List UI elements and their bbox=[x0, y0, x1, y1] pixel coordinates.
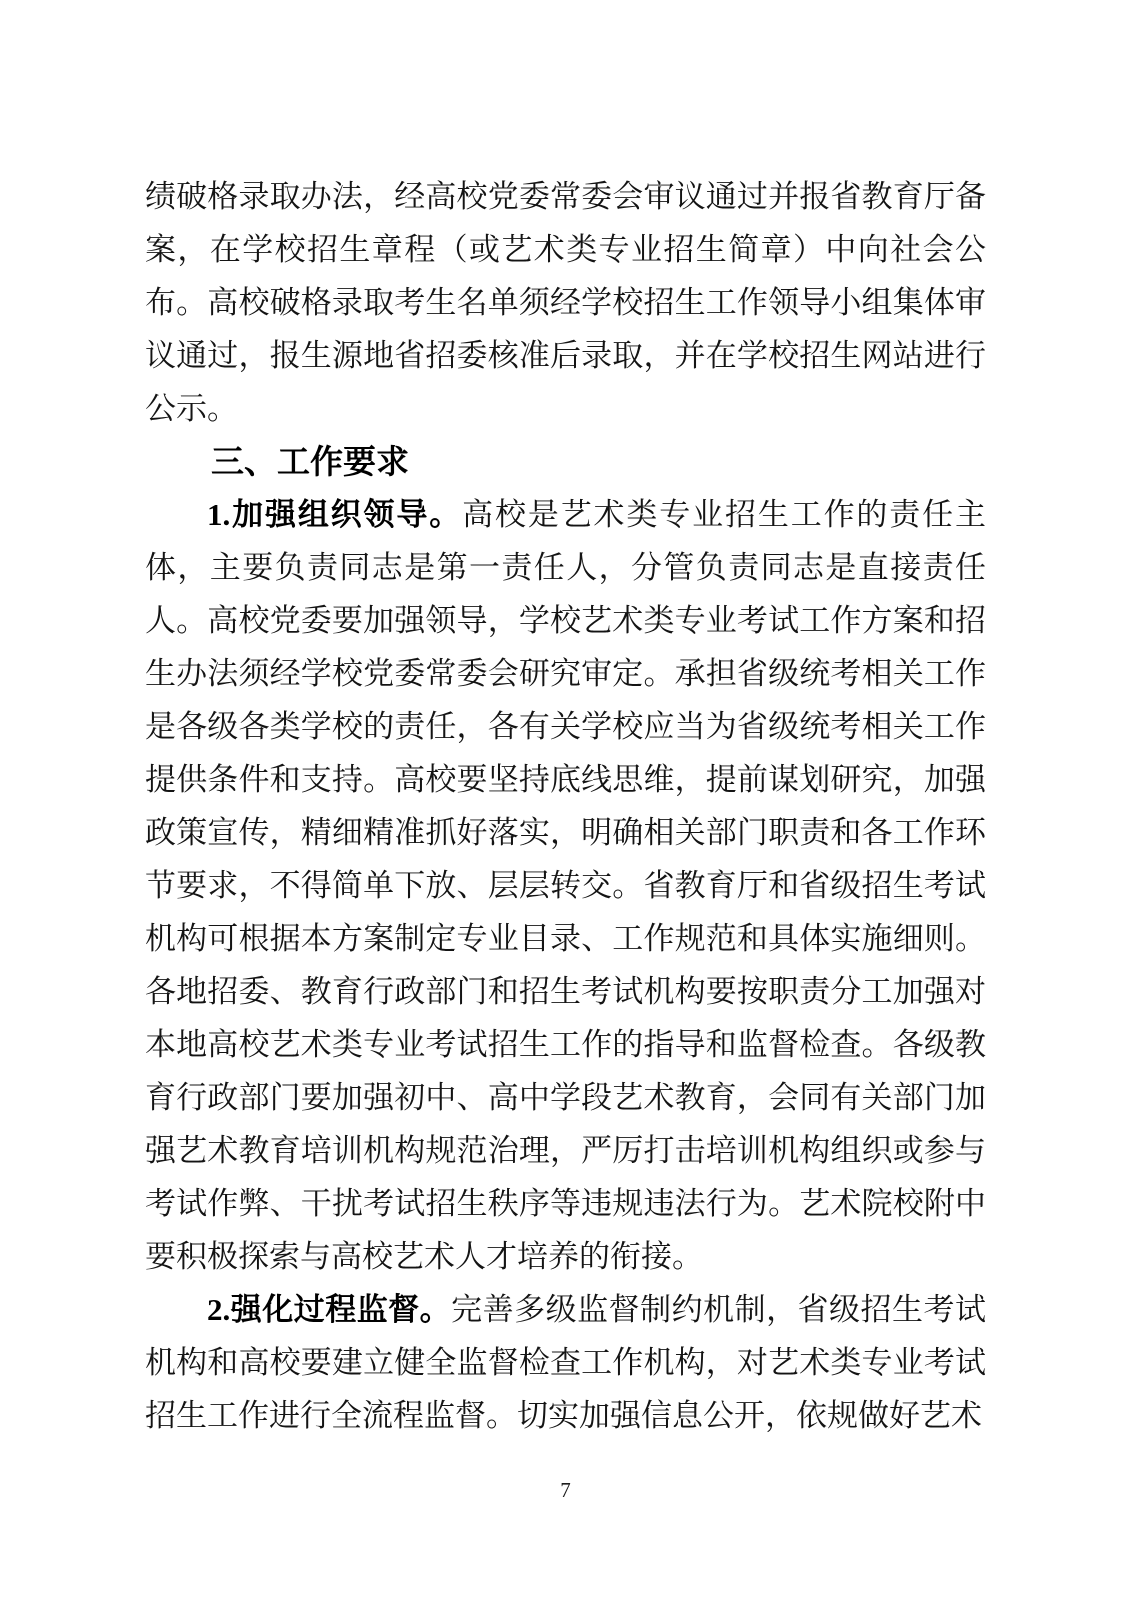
page-number: 7 bbox=[560, 1478, 571, 1502]
paragraph-2-text: 完善多级监督制约机制，省级招生考试机构和高校要建立健全监督检查工作机构，对艺术类专业考试招生工作进行全流程监督。切实加强信息公开，依规做好艺术 bbox=[145, 1292, 987, 1433]
paragraph-1 bbox=[145, 488, 986, 1283]
paragraph-2 bbox=[145, 1283, 986, 1442]
document-body bbox=[145, 170, 986, 1442]
paragraph-1-text: 高校是艺术类专业招生工作的责任主体，主要负责同志是第一责任人，分管负责同志是直接责任人。高校党委要加强领导，学校艺术类专业考试工作方案和招生办法须经学校党委常委会研究审定。承担省级统考相关工作是各级各类学校的责任，各有关学校应当为省级统考相关工作提供条件和支持。高校要坚持底线思维，提前谋划研究，加强政策宣传，精细精准抓好落实，明确相关部门职责和各工作环节要求，不得简单下放、层层转交。省教育厅和省级招生考试机构可根据本方案制定专业目录、工作规范和具体实施细则。各地招委、教育行政部门和招生考试机构要按职责分工加强对本地高校艺术类专业考试招生工作的指导和监督检查。各级教育行政部门要加强初中、高中学段艺术教育，会同有关部门加强艺术教育培训机构规范治理，严厉打击培训机构组织或参与考试作弊、干扰考试招生秩序等违规违法行为。艺术院校附中要积极探索与高校艺术人才培养的衔接。 bbox=[145, 497, 987, 1274]
section-heading: 三、工作要求 bbox=[211, 443, 409, 480]
paragraph-1-lead: 1.加强组织领导。 bbox=[207, 497, 463, 532]
paragraph-continuation: 绩破格录取办法，经高校党委常委会审议通过并报省教育厅备案，在学校招生章程（或艺术类专业招生简章）中向社会公布。高校破格录取考生名单须经学校招生工作领导小组集体审议通过，报生源地省招委核准后录取，并在学校招生网站进行公示。 bbox=[145, 179, 986, 426]
paragraph-2-lead: 2.强化过程监督。 bbox=[207, 1292, 452, 1327]
